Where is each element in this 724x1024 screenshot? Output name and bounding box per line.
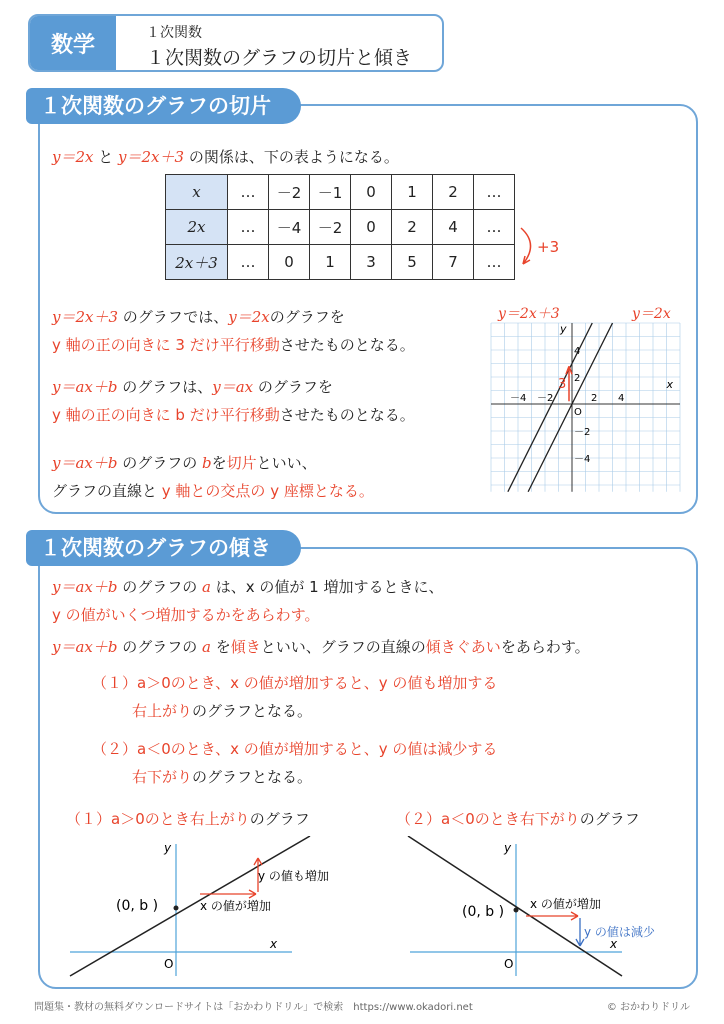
origin-label: O [504,957,514,971]
s2-line3: y＝ax＋b のグラフの a を傾きといい、グラフの直線の傾きぐあいをあらわす。 [52,638,590,656]
origin-label: O [574,407,582,418]
grid-lines [491,323,680,492]
table-cell: －2 [310,210,351,245]
table-cell: 0 [269,245,310,280]
section-slope-title: １次関数のグラフの傾き [26,530,301,566]
p3-line2: グラフの直線と y 軸との交点の y 座標となる。 [52,482,374,500]
table-cell: 1 [310,245,351,280]
table-row [166,175,515,210]
graph2-title: （２）a＜0のとき右下がりのグラフ [396,810,640,828]
y-tick-label: 2 [574,373,581,384]
x-increase-arrow [200,890,256,898]
p2-line1: y＝ax＋b のグラフは、y＝ax のグラフを [52,378,333,396]
y-dec-label: y の値は減少 [584,925,655,939]
graph1-title: （１）a＞0のとき右上がりのグラフ [66,810,310,828]
y-inc-label: y の値も増加 [258,869,329,883]
section-intercept-title: １次関数のグラフの切片 [26,88,301,124]
table-cell: 0 [351,210,392,245]
table-cell: … [228,210,269,245]
intercept-label: (0, b ) [116,898,159,914]
intro-line: y＝2x と y＝2x＋3 の関係は、下の表ようになる。 [52,148,399,166]
y-decrease-arrow [576,918,584,946]
x-tick-label: －4 [510,393,527,404]
x-axis-label: x [270,937,278,951]
plus3-arrow [515,222,575,272]
table-cell: 5 [392,245,433,280]
case2-line2: 右下がりのグラフとなる。 [132,768,313,786]
increasing-line [70,836,310,976]
graph-decreasing [400,836,700,980]
y-axis-label: y [504,841,512,855]
table-cell: … [474,175,515,210]
table-row [166,245,515,280]
table-cell: 2 [392,210,433,245]
table-header-cell: 2x [166,210,228,245]
x-axis-label: x [666,378,674,391]
graph-label-2x: y＝2x [632,306,671,322]
origin-label: O [164,957,174,971]
header [28,14,444,72]
plus3-label: +3 [537,238,560,256]
grid-graph [490,318,690,496]
table-header-cell: x [166,175,228,210]
line-2x [528,323,612,492]
table-cell: －4 [269,210,310,245]
x-tick-label: 2 [591,393,598,404]
unit-label: １次関数 [146,25,202,41]
table-cell: 4 [433,210,474,245]
table-row [166,210,515,245]
p1-line2: y 軸の正の向きに 3 だけ平行移動させたものとなる。 [52,336,415,354]
shift-label: 3 [558,376,567,392]
table-cell: … [228,245,269,280]
table-cell: －1 [310,175,351,210]
y-tick-label: －2 [574,427,591,438]
footer-text: 問題集・教材の無料ダウンロードサイトは「おかわりドリル」で検索 https://www.okadori.net [34,1002,473,1013]
y-tick-label: 4 [574,346,581,357]
table-cell: … [228,175,269,210]
p2-line2: y 軸の正の向きに b だけ平行移動させたものとなる。 [52,406,415,424]
subject-badge: 数学 [30,16,116,70]
graph-label-2x3: y＝2x＋3 [498,306,560,322]
table-cell: －2 [269,175,310,210]
x-tick-label: 4 [618,393,625,404]
y-tick-label: －4 [574,454,591,465]
intercept-label: (0, b ) [462,904,505,920]
footer-copyright: © おかわりドリル [606,1002,690,1013]
y-axis-label: y [164,841,172,855]
shift-arrow [566,366,572,401]
x-inc-label: x の値が増加 [530,897,601,911]
x-tick-label: －2 [537,393,554,404]
case2-line1: （２）a＜0のとき、x の値が増加すると、y の値は減少する [92,740,498,758]
table-cell: 0 [351,175,392,210]
table-cell: 7 [433,245,474,280]
table-cell: 1 [392,175,433,210]
intercept-point [174,906,179,911]
table-cell: … [474,245,515,280]
y-axis-label: y [560,322,567,336]
table-cell: 3 [351,245,392,280]
case1-line2: 右上がりのグラフとなる。 [132,702,313,720]
graph-increasing [60,836,360,980]
x-inc-label: x の値が増加 [200,899,271,913]
case1-line1: （１）a＞0のとき、x の値が増加すると、y の値も増加する [92,674,498,692]
p1-line1: y＝2x＋3 のグラフでは、y＝2xのグラフを [52,308,345,326]
value-table [165,174,515,280]
table-cell: … [474,210,515,245]
s2-line1: y＝ax＋b のグラフの a は、x の値が 1 増加するときに、 [52,578,444,596]
s2-line2: y の値がいくつ増加するかをあらわす。 [52,606,320,624]
x-axis-label: x [610,937,618,951]
intercept-point [514,908,519,913]
table-header-cell: 2x＋3 [166,245,228,280]
table-cell: 2 [433,175,474,210]
p3-line1: y＝ax＋b のグラフの bを切片といい、 [52,454,317,472]
page-title: １次関数のグラフの切片と傾き [146,47,413,69]
